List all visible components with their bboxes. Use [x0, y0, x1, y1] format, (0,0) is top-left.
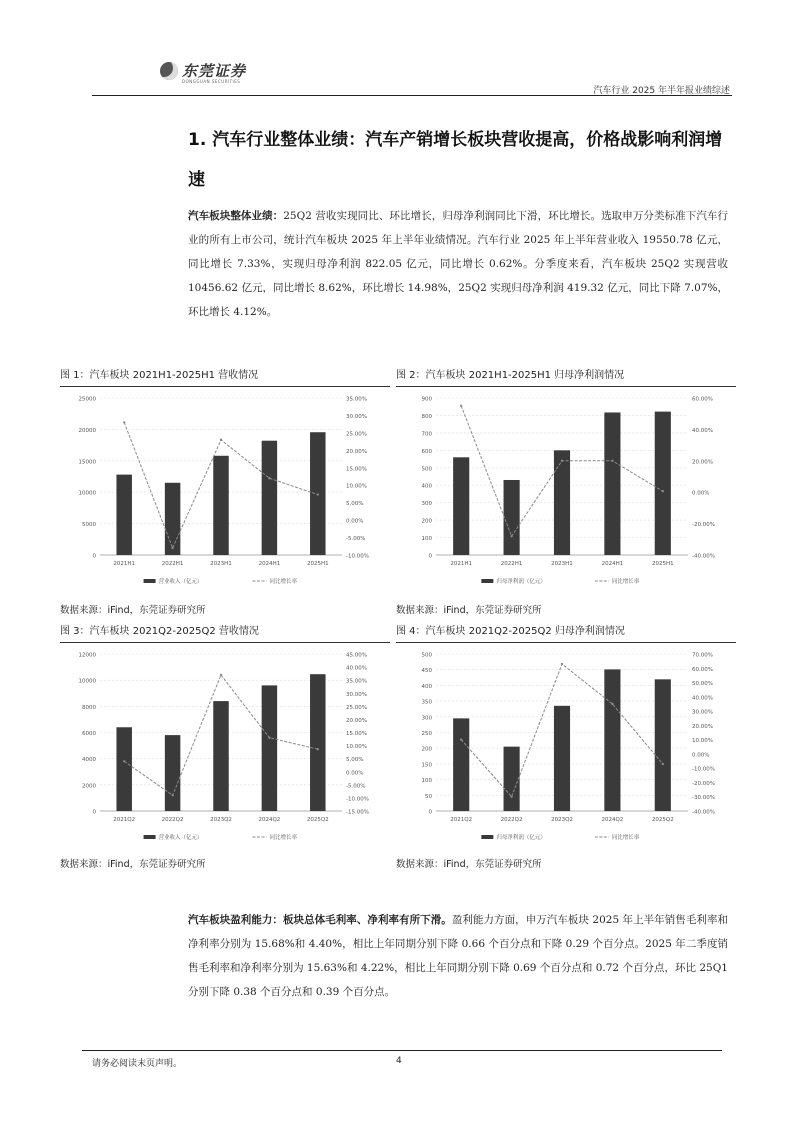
y-right-tick-label: 30.00%	[346, 691, 367, 698]
y-right-tick-label: 25.00%	[346, 431, 367, 438]
x-tick-label: 2024Q2	[258, 817, 281, 823]
paragraph-lead: 汽车板块整体业绩：	[188, 210, 284, 222]
figure-2-rule	[396, 386, 736, 387]
figure-2-chart	[396, 390, 736, 595]
x-tick-label: 2025Q2	[651, 817, 674, 823]
bar-2025Q2	[310, 674, 325, 811]
y-left-tick-label: 500	[421, 466, 432, 473]
line-point	[561, 460, 563, 462]
x-tick-label: 2024Q2	[601, 817, 624, 823]
y-left-tick-label: 400	[421, 483, 432, 490]
y-right-tick-label: 40.00%	[692, 427, 713, 434]
paragraph-lead: 汽车板块盈利能力：板块总体毛利率、净利率有所下滑。	[188, 914, 452, 926]
line-point	[460, 405, 462, 407]
line-point	[220, 439, 222, 441]
x-tick-label: 2023H1	[551, 561, 573, 567]
x-tick-label: 2022Q2	[500, 817, 523, 823]
legend-bar-swatch	[144, 579, 156, 583]
y-right-tick-label: 15.00%	[346, 466, 367, 473]
y-left-tick-label: 0	[428, 553, 432, 560]
x-tick-label: 2021H1	[113, 561, 136, 567]
x-tick-label: 2021H1	[450, 561, 473, 567]
y-right-tick-label: 35.00%	[346, 678, 367, 685]
bar-2023Q2	[213, 701, 228, 811]
report-title-header: 汽车行业 2025 年半年报业绩综述	[593, 86, 730, 96]
y-left-tick-label: 500	[421, 652, 432, 659]
y-left-tick-label: 10000	[78, 678, 96, 685]
figure-1-source: 数据来源：iFind，东莞证券研究所	[60, 605, 206, 616]
legend-bar-label: 归母净利润（亿元）	[496, 579, 546, 585]
figure-3-title: 图 3：汽车板块 2021Q2-2025Q2 营收情况	[60, 626, 259, 637]
bar-2022Q2	[165, 735, 180, 811]
header-divider	[92, 95, 732, 96]
legend-bar-label: 营业收入（亿元）	[158, 835, 203, 841]
bar-2024Q2	[262, 685, 277, 811]
y-left-tick-label: 0	[92, 553, 96, 560]
bar-2025H1	[655, 412, 671, 555]
y-right-tick-label: -15.00%	[346, 809, 369, 816]
y-right-tick-label: 0.00%	[692, 752, 710, 759]
y-right-tick-label: 0.00%	[692, 490, 710, 497]
y-right-tick-label: -10.00%	[346, 553, 369, 560]
y-right-tick-label: 25.00%	[346, 704, 367, 711]
y-left-tick-label: 2000	[82, 783, 96, 790]
company-logo-text: 东莞证券	[182, 62, 247, 80]
paragraph-body: 盈利能力方面，申万汽车板块 2025 年上半年销售毛利率和净利率分别为 15.68%和 4.40%，相比上年同期分别下降 0.66 个百分点和下降 0.29 个百分点。2025 年二季度销售毛利率和净利率分别为 15.63%和 4.22%，相比上年同期分别下降 0.69 个百分点和 0.72 个百分点，环比 25Q1 分别下降 0.38 个百分点和 0.39 个百分点。	[188, 914, 728, 998]
y-right-tick-label: 0.00%	[346, 770, 364, 777]
line-point	[662, 490, 664, 492]
figure-1-chart	[60, 390, 390, 595]
paragraph-body: 25Q2 营收实现同比、环比增长，归母净利润同比下滑，环比增长。选取申万分类标准下汽车行业的所有上市公司，统计汽车板块 2025 年上半年业绩情况。汽车行业 2025 年上半年营业收入 19550.78 亿元，同比增长 7.33%，实现归母净利润 822.05 亿元，同比增长 0.62%。分季度来看，汽车板块 25Q2 实现营收 10456.62 亿元，同比增长 8.62%，环比增长 14.98%，25Q2 实现归母净利润 419.32 亿元，同比下降 7.07%，环比增长 4.12%。	[188, 210, 728, 318]
paragraph-overall-performance	[188, 204, 728, 324]
y-right-tick-label: 15.00%	[346, 731, 367, 737]
y-left-tick-label: 20000	[78, 427, 96, 434]
bar-2023H1	[213, 456, 228, 555]
y-left-tick-label: 400	[421, 683, 432, 690]
legend-line-label: 同比增长率	[269, 579, 297, 585]
bar-2021H1	[453, 457, 469, 555]
figure-1-title: 图 1：汽车板块 2021H1-2025H1 营收情况	[60, 370, 259, 381]
y-left-tick-label: 4000	[82, 757, 96, 764]
y-right-tick-label: 10.00%	[346, 483, 367, 490]
line-point	[268, 477, 270, 479]
legend-bar-label: 归母净利润（亿元）	[496, 835, 546, 841]
y-right-tick-label: 60.00%	[692, 666, 713, 673]
bar-2024H1	[604, 412, 620, 555]
bar-2024H1	[262, 441, 277, 555]
y-right-tick-label: 45.00%	[346, 652, 367, 659]
footer-divider	[82, 1050, 722, 1051]
y-left-tick-label: 12000	[78, 652, 96, 659]
line-point	[561, 663, 563, 665]
line-point	[460, 738, 462, 740]
line-point	[317, 493, 319, 495]
bar-2021Q2	[116, 727, 131, 811]
y-right-tick-label: 20.00%	[692, 723, 713, 730]
y-left-tick-label: 200	[421, 518, 432, 525]
y-left-tick-label: 0	[92, 809, 96, 816]
figure-3-chart	[60, 646, 390, 851]
legend-bar-swatch	[144, 835, 156, 839]
y-right-tick-label: 50.00%	[692, 681, 713, 688]
y-right-tick-label: 40.00%	[346, 665, 367, 672]
x-tick-label: 2024H1	[258, 561, 281, 567]
y-left-tick-label: 50	[425, 793, 432, 800]
figure-4-rule	[396, 642, 736, 643]
y-right-tick-label: -10.00%	[692, 766, 715, 773]
y-right-tick-label: -20.00%	[692, 780, 715, 787]
x-tick-label: 2021Q2	[113, 817, 136, 823]
line-point	[662, 763, 664, 765]
x-tick-label: 2022H1	[161, 561, 184, 567]
y-right-tick-label: 30.00%	[346, 413, 367, 420]
line-point	[317, 748, 319, 750]
y-left-tick-label: 150	[421, 762, 432, 769]
x-tick-label: 2024H1	[601, 561, 624, 567]
y-left-tick-label: 25000	[78, 396, 96, 403]
y-right-tick-label: 10.00%	[692, 738, 713, 745]
y-left-tick-label: 300	[421, 715, 432, 722]
page-number: 4	[396, 1056, 402, 1066]
legend-bar-swatch	[481, 579, 493, 583]
y-left-tick-label: 6000	[82, 731, 96, 737]
section-title: 1. 汽车行业整体业绩：汽车产销增长板块营收提高，价格战影响利润增速	[188, 130, 723, 190]
line-point	[123, 421, 125, 423]
x-tick-label: 2025H1	[651, 561, 674, 567]
legend-bar-label: 营业收入（亿元）	[158, 579, 203, 585]
x-tick-label: 2025Q2	[306, 817, 329, 823]
footer-disclaimer: 请务必阅读末页声明。	[92, 1059, 183, 1069]
y-right-tick-label: 20.00%	[692, 459, 713, 466]
line-point	[220, 674, 222, 676]
y-left-tick-label: 10000	[78, 490, 96, 497]
y-right-tick-label: -10.00%	[346, 796, 369, 803]
y-right-tick-label: 5.00%	[346, 757, 364, 764]
y-left-tick-label: 100	[421, 536, 432, 543]
paragraph-profitability	[188, 908, 728, 1004]
y-right-tick-label: 60.00%	[692, 396, 713, 403]
legend-line-label: 同比增长率	[611, 835, 640, 841]
y-left-tick-label: 300	[421, 501, 432, 508]
line-point	[171, 547, 173, 549]
y-right-tick-label: -5.00%	[346, 536, 366, 543]
bar-2025Q2	[655, 679, 671, 811]
legend-line-label: 同比增长率	[269, 835, 297, 841]
y-right-tick-label: -30.00%	[692, 795, 715, 802]
x-tick-label: 2023Q2	[551, 817, 573, 823]
x-tick-label: 2025H1	[306, 561, 329, 567]
y-right-tick-label: 30.00%	[692, 709, 713, 716]
line-point	[510, 535, 512, 537]
bar-2021Q2	[453, 718, 469, 811]
y-left-tick-label: 15000	[78, 459, 96, 466]
y-right-tick-label: -20.00%	[692, 522, 715, 529]
y-left-tick-label: 200	[421, 746, 432, 753]
figure-3-source: 数据来源：iFind，东莞证券研究所	[60, 859, 206, 870]
figure-4-chart	[396, 646, 736, 851]
figure-2-source: 数据来源：iFind，东莞证券研究所	[396, 605, 542, 616]
figure-3-rule	[60, 642, 390, 643]
y-right-tick-label: -5.00%	[346, 783, 366, 790]
figure-1-rule	[60, 386, 390, 387]
y-left-tick-label: 100	[421, 778, 432, 785]
y-right-tick-label: 10.00%	[346, 744, 367, 751]
x-tick-label: 2021Q2	[450, 817, 473, 823]
bar-2023H1	[554, 450, 570, 555]
y-right-tick-label: 70.00%	[692, 652, 713, 659]
y-right-tick-label: 40.00%	[692, 695, 713, 702]
line-point	[171, 794, 173, 796]
figure-4-title: 图 4：汽车板块 2021Q2-2025Q2 归母净利润情况	[396, 626, 625, 637]
bar-2023Q2	[554, 706, 570, 811]
x-tick-label: 2023Q2	[210, 817, 232, 823]
y-left-tick-label: 800	[421, 413, 432, 420]
line-point	[510, 796, 512, 798]
y-left-tick-label: 600	[421, 448, 432, 455]
y-left-tick-label: 0	[428, 809, 432, 816]
y-left-tick-label: 8000	[82, 704, 96, 711]
line-point	[611, 460, 613, 462]
bar-2022Q2	[504, 747, 520, 811]
bar-2022H1	[165, 483, 180, 555]
bar-2021H1	[116, 475, 131, 555]
y-right-tick-label: 35.00%	[346, 396, 367, 403]
line-point	[611, 703, 613, 705]
y-left-tick-label: 450	[421, 668, 432, 675]
y-right-tick-label: 5.00%	[346, 501, 364, 508]
y-left-tick-label: 900	[421, 396, 432, 403]
y-right-tick-label: 20.00%	[346, 717, 367, 724]
line-point	[268, 737, 270, 739]
figure-4-source: 数据来源：iFind，东莞证券研究所	[396, 859, 542, 870]
y-left-tick-label: 700	[421, 431, 432, 438]
y-right-tick-label: -40.00%	[692, 553, 715, 560]
y-left-tick-label: 5000	[82, 522, 96, 529]
legend-line-label: 同比增长率	[611, 579, 640, 585]
y-right-tick-label: 20.00%	[346, 448, 367, 455]
legend-bar-swatch	[481, 835, 493, 839]
company-logo-icon	[160, 62, 178, 80]
y-right-tick-label: -40.00%	[692, 809, 715, 816]
company-logo-subtext: DONGGUAN SECURITIES	[182, 79, 241, 84]
x-tick-label: 2022Q2	[161, 817, 184, 823]
figure-2-title: 图 2：汽车板块 2021H1-2025H1 归母净利润情况	[396, 370, 625, 381]
y-right-tick-label: 0.00%	[346, 518, 364, 525]
x-tick-label: 2022H1	[500, 561, 523, 567]
bar-2024Q2	[604, 669, 620, 811]
line-point	[123, 760, 125, 762]
x-tick-label: 2023H1	[210, 561, 232, 567]
y-left-tick-label: 250	[421, 731, 432, 737]
bar-2022H1	[504, 480, 520, 555]
y-left-tick-label: 350	[421, 699, 432, 706]
